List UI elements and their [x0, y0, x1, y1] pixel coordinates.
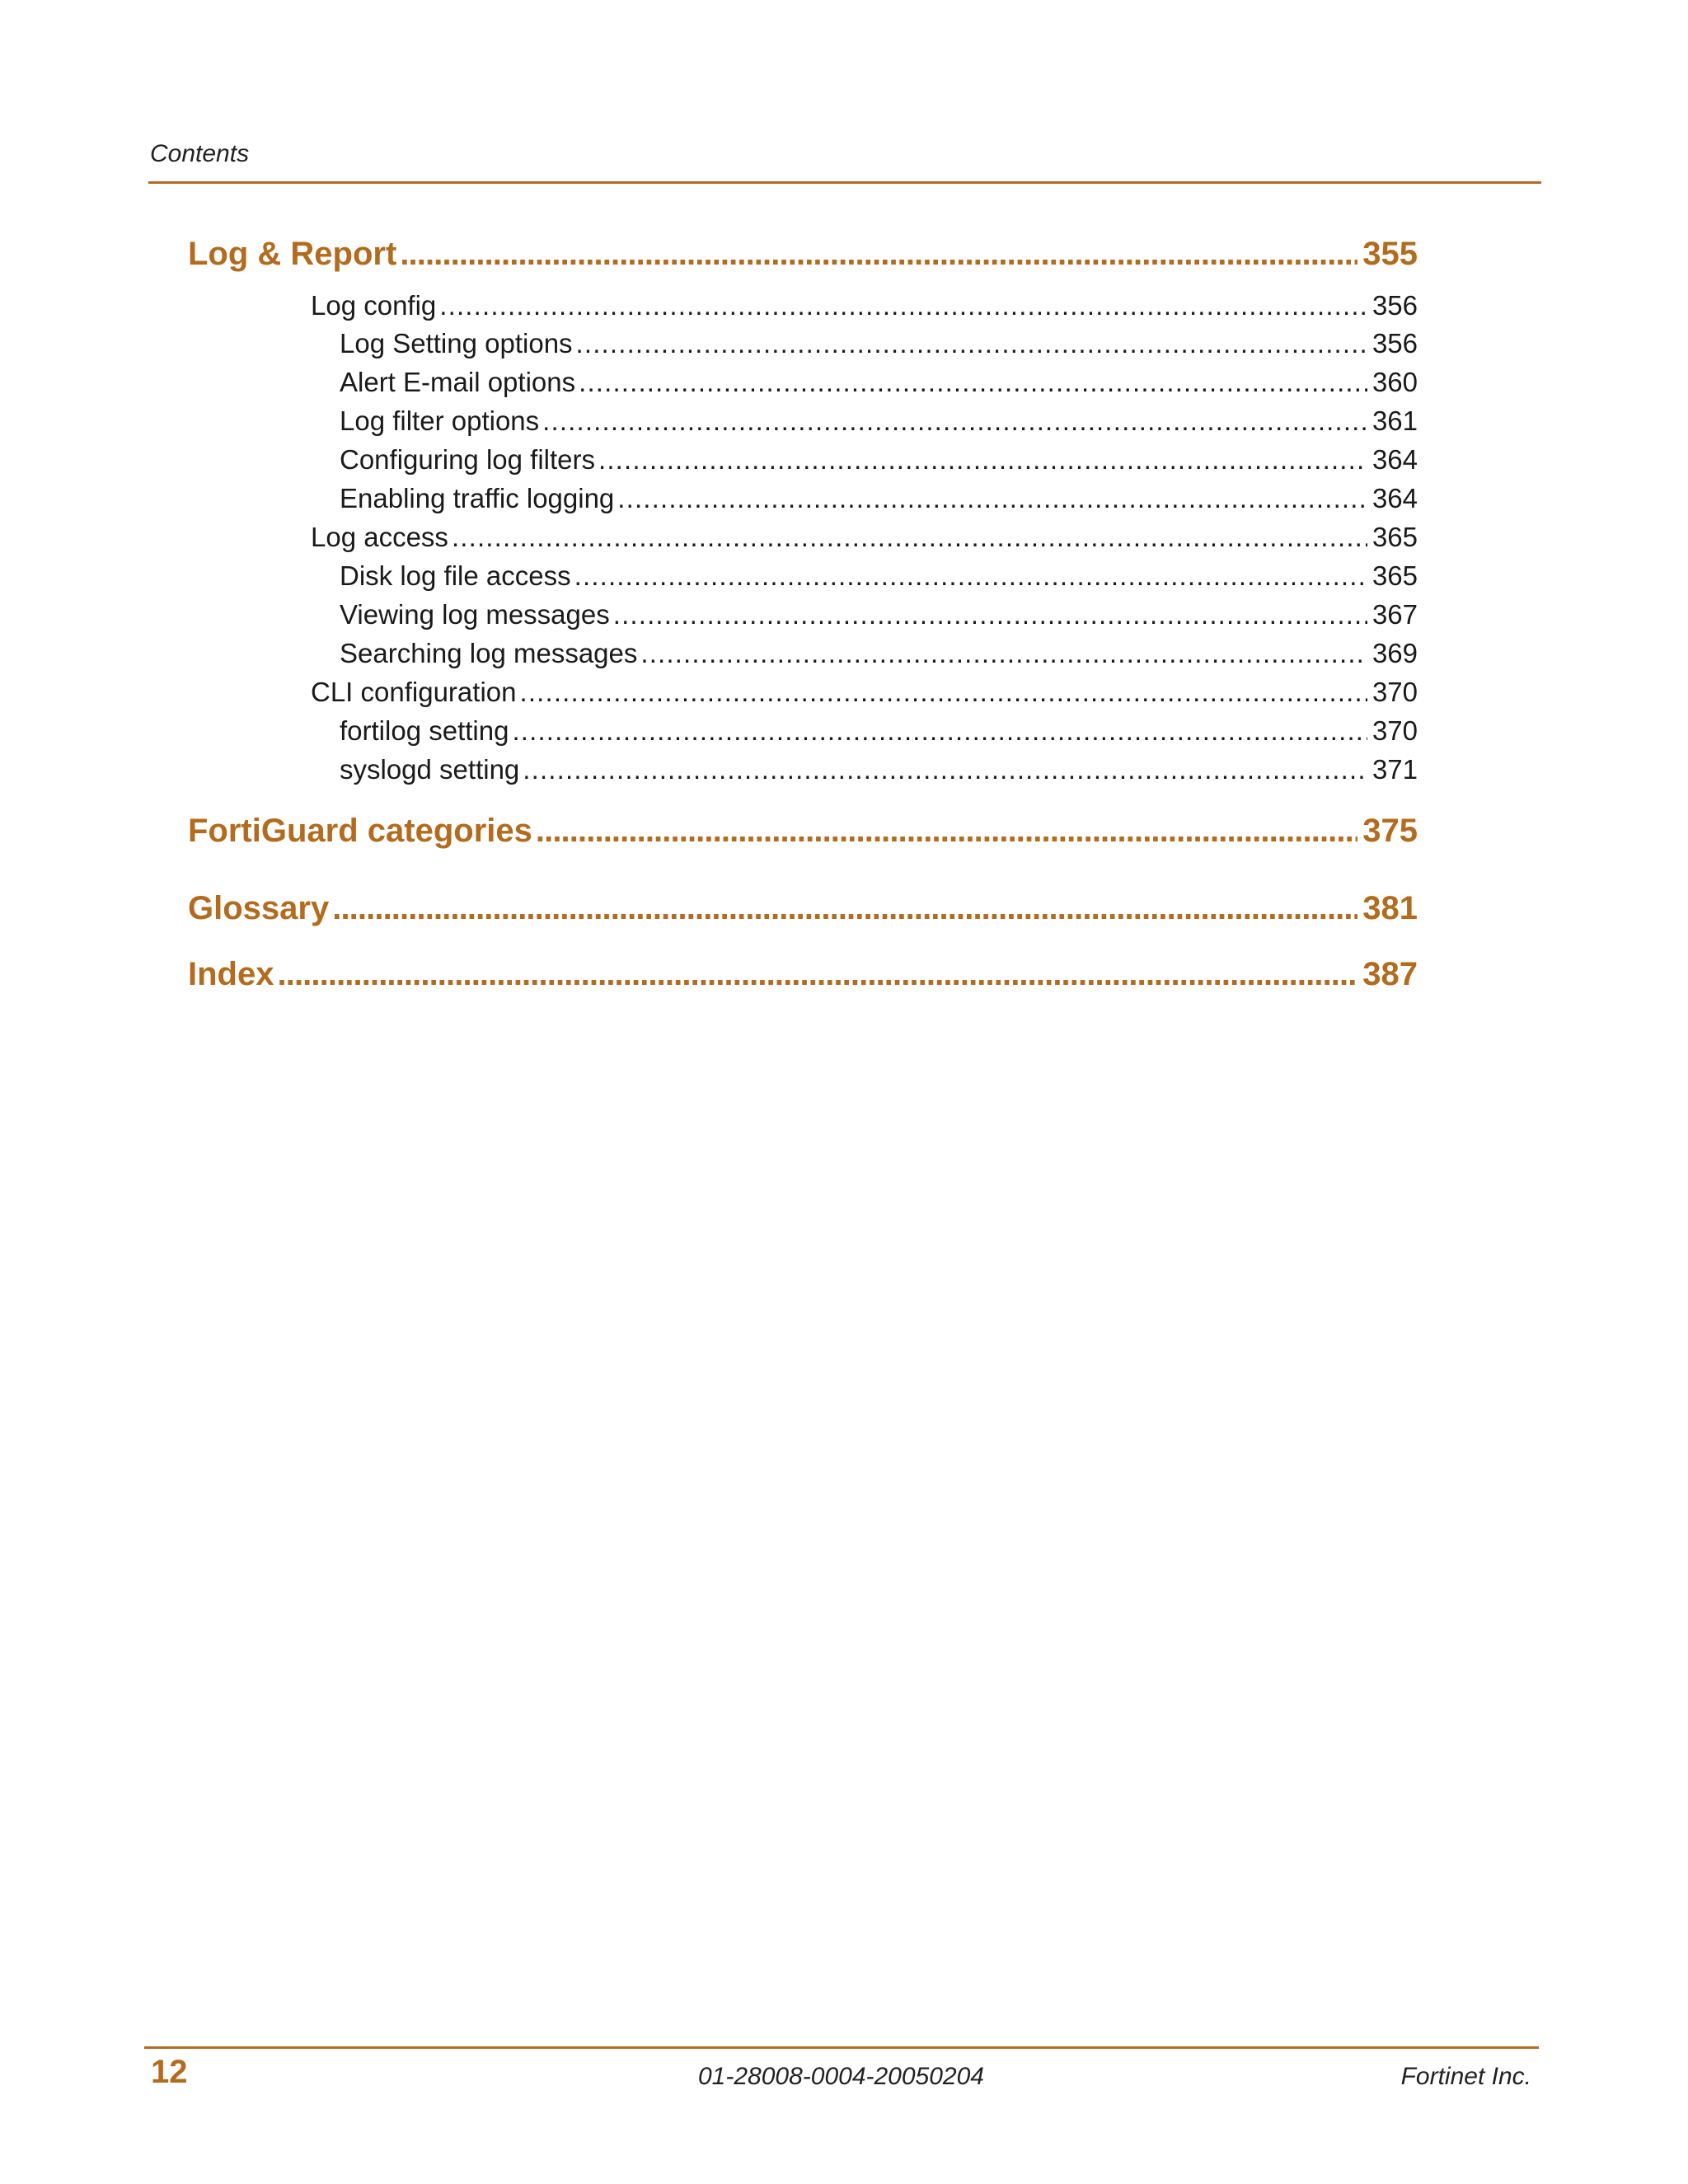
toc-label: CLI configuration [311, 677, 517, 707]
toc-label: Log filter options [340, 405, 540, 436]
toc-page: 365 [1372, 560, 1418, 591]
toc-page: 360 [1372, 367, 1418, 397]
toc-label: syslogd setting [340, 754, 520, 785]
toc-sub-log-filter-options[interactable] [340, 405, 1418, 437]
toc-sub-syslogd-setting[interactable] [340, 754, 1418, 785]
toc-leader [400, 236, 1357, 273]
toc-sub-fortilog-setting[interactable] [340, 715, 1418, 747]
toc-leader [512, 715, 1367, 747]
toc-page: 367 [1372, 599, 1418, 630]
toc-sub-enabling-traffic-logging[interactable] [340, 483, 1418, 514]
toc-label: Log access [311, 522, 448, 552]
toc-leader [452, 522, 1367, 553]
toc-section-log-access[interactable] [311, 522, 1418, 553]
toc-leader [536, 813, 1357, 850]
toc-leader [277, 956, 1357, 993]
toc-label: fortilog setting [340, 715, 509, 746]
toc-label: Log Setting options [340, 328, 573, 359]
toc-sub-searching-log-messages[interactable] [340, 638, 1418, 669]
toc-page: 356 [1372, 290, 1418, 321]
toc-sub-viewing-log-messages[interactable] [340, 599, 1418, 630]
toc-label: Disk log file access [340, 560, 571, 591]
toc-page: 356 [1372, 328, 1418, 359]
toc-leader [439, 290, 1367, 321]
toc-page: 371 [1372, 754, 1418, 785]
toc-leader [574, 560, 1367, 592]
running-header: Contents [150, 140, 250, 167]
toc-label: Glossary [188, 890, 330, 926]
toc-chapter-glossary[interactable] [188, 890, 1418, 927]
toc-label: Index [188, 956, 274, 992]
toc-label: Enabling traffic logging [340, 483, 615, 513]
toc-page: 361 [1372, 405, 1418, 436]
toc-page: 364 [1372, 444, 1418, 475]
footer-rule [144, 2046, 1539, 2049]
toc-leader [519, 677, 1367, 708]
toc-leader [617, 483, 1367, 514]
toc-label: Viewing log messages [340, 599, 610, 630]
toc-leader [613, 599, 1367, 630]
toc-chapter-fortiguard-categories[interactable] [188, 813, 1418, 850]
toc-page: 370 [1372, 715, 1418, 746]
toc-label: Searching log messages [340, 638, 638, 668]
toc-label: FortiGuard categories [188, 813, 532, 849]
toc-label: Log config [311, 290, 437, 321]
toc-section-log-config[interactable] [311, 290, 1418, 321]
toc-leader [579, 367, 1367, 398]
toc-page: 365 [1372, 522, 1418, 552]
toc-label: Configuring log filters [340, 444, 595, 475]
footer-company-name: Fortinet Inc. [1400, 2063, 1531, 2090]
toc-leader [332, 890, 1357, 927]
toc-page: 370 [1372, 677, 1418, 707]
toc-page: 364 [1372, 483, 1418, 513]
toc-leader [640, 638, 1367, 669]
toc-label: Log & Report [188, 236, 397, 272]
toc-chapter-log-report[interactable] [188, 236, 1418, 273]
footer-document-id: 01-28008-0004-20050204 [698, 2063, 984, 2090]
toc-page: 381 [1362, 890, 1418, 926]
toc-sub-alert-email-options[interactable] [340, 367, 1418, 398]
toc-page: 387 [1362, 956, 1418, 992]
toc-page: 355 [1362, 236, 1418, 272]
toc-leader [598, 444, 1367, 476]
toc-sub-log-setting-options[interactable] [340, 328, 1418, 359]
toc-leader [542, 405, 1367, 437]
toc-leader [576, 328, 1367, 359]
toc-section-cli-configuration[interactable] [311, 677, 1418, 708]
header-rule [148, 181, 1541, 184]
toc-page: 369 [1372, 638, 1418, 668]
toc-chapter-index[interactable] [188, 956, 1418, 993]
footer-page-number: 12 [151, 2054, 188, 2090]
toc-page: 375 [1362, 813, 1418, 849]
toc-sub-configuring-log-filters[interactable] [340, 444, 1418, 476]
toc-sub-disk-log-file-access[interactable] [340, 560, 1418, 592]
toc-label: Alert E-mail options [340, 367, 576, 397]
toc-leader [523, 754, 1367, 785]
